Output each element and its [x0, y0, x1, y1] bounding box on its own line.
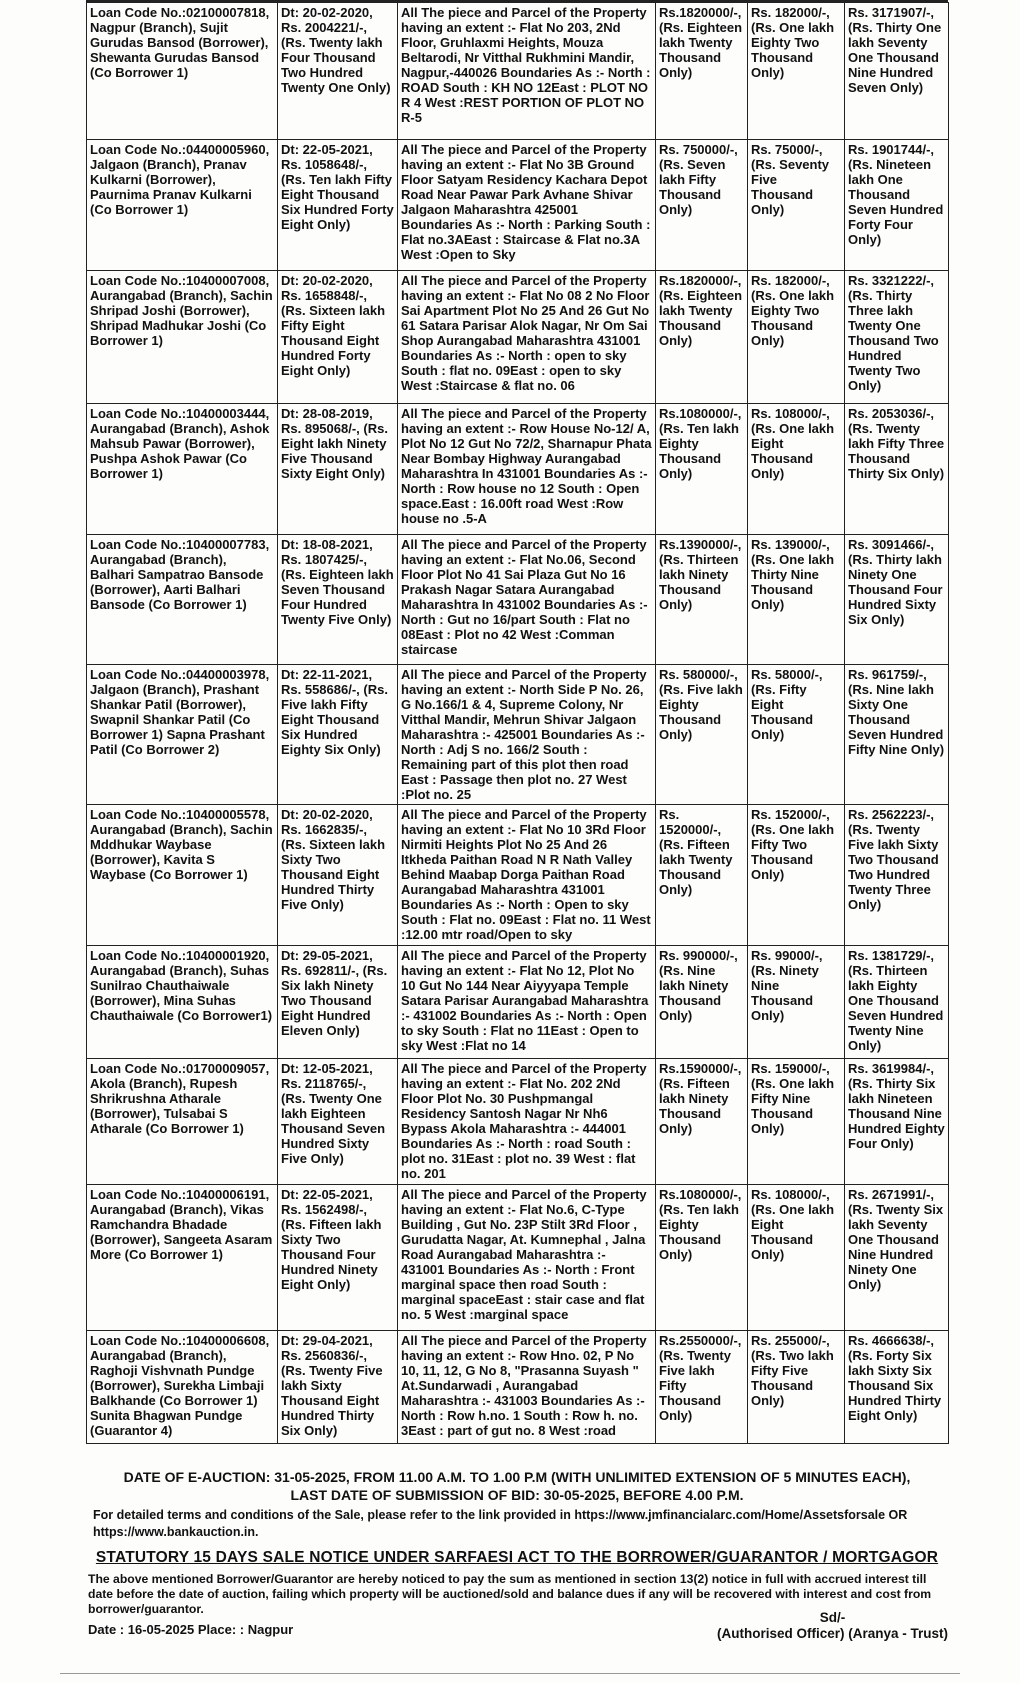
table-row — [87, 535, 949, 665]
outstanding-cell: Rs. 2053036/-, (Rs. Twenty lakh Fifty Three Thousand Thirty Six Only) — [845, 404, 949, 535]
borrower-cell: Loan Code No.:02100007818, Nagpur (Branch), Sujit Gurudas Bansod (Borrower), Shewanta Gurudas Bansod (Co Borrower 1) — [87, 3, 278, 140]
table-row — [87, 1059, 949, 1185]
emd-cell: Rs. 139000/-, (Rs. One lakh Thirty Nine Thousand Only) — [748, 535, 845, 665]
property-cell: All The piece and Parcel of the Property having an extent :- Flat No 3B Ground Floor Satyam Residency Kachara Depot Road Near Pawar Park Avhane Shivar Jalgaon Maharashtra 425001 Boundaries As :- North : Parking South : Flat no.3AEast : Staircase & Flat no.3A West :Open to Sky — [398, 140, 656, 271]
reserve-price-cell: Rs. 750000/-, (Rs. Seven lakh Fifty Thousand Only) — [656, 140, 748, 271]
demand-notice-cell: Dt: 20-02-2020, Rs. 1658848/-, (Rs. Sixteen lakh Fifty Eight Thousand Eight Hundred Forty Eight Only) — [278, 271, 398, 404]
borrower-cell: Loan Code No.:10400007783, Aurangabad (Branch), Balhari Sampatrao Bansode (Borrower), Aarti Balhari Bansode (Co Borrower 1) — [87, 535, 278, 665]
reserve-price-cell: Rs.1080000/-, (Rs. Ten lakh Eighty Thousand Only) — [656, 404, 748, 535]
emd-cell: Rs. 108000/-, (Rs. One lakh Eight Thousand Only) — [748, 1185, 845, 1331]
auction-dates — [86, 1468, 948, 1504]
emd-cell: Rs. 255000/-, (Rs. Two lakh Fifty Five Thousand Only) — [748, 1331, 845, 1444]
bottom-rule — [60, 1673, 960, 1674]
emd-cell: Rs. 159000/-, (Rs. One lakh Fifty Nine Thousand Only) — [748, 1059, 845, 1185]
emd-cell: Rs. 75000/-, (Rs. Seventy Five Thousand Only) — [748, 140, 845, 271]
reserve-price-cell: Rs.1080000/-, (Rs. Ten lakh Eighty Thousand Only) — [656, 1185, 748, 1331]
table-row — [87, 1331, 949, 1444]
outstanding-cell: Rs. 4666638/-, (Rs. Forty Six lakh Sixty Six Thousand Six Hundred Thirty Eight Only) — [845, 1331, 949, 1444]
property-cell: All The piece and Parcel of the Property having an extent :- Flat No 10 3Rd Floor Nirmiti Heights Plot No 25 And 26 Itkheda Paithan Road N R Nath Valley Behind Maabap Dorga Paithan Road Aurangabad Maharashtra 431001 Boundaries As :- North : Open to sky South : Flat no. 09East : Flat no. 11 West :12.00 mtr road/Open to sky — [398, 805, 656, 946]
demand-notice-cell: Dt: 12-05-2021, Rs. 2118765/-, (Rs. Twenty One lakh Eighteen Thousand Seven Hundred Sixty Five Only) — [278, 1059, 398, 1185]
demand-notice-cell: Dt: 22-05-2021, Rs. 1562498/-, (Rs. Fifteen lakh Sixty Two Thousand Four Hundred Ninety Eight Only) — [278, 1185, 398, 1331]
auction-table — [86, 2, 949, 1444]
outstanding-cell: Rs. 961759/-, (Rs. Nine lakh Sixty One Thousand Seven Hundred Fifty Nine Only) — [845, 665, 949, 805]
table-row — [87, 271, 949, 404]
borrower-cell: Loan Code No.:10400003444, Aurangabad (Branch), Ashok Mahsub Pawar (Borrower), Pushpa Ashok Pawar (Co Borrower 1) — [87, 404, 278, 535]
emd-cell: Rs. 152000/-, (Rs. One lakh Fifty Two Thousand Only) — [748, 805, 845, 946]
reserve-price-cell: Rs.1590000/-, (Rs. Fifteen lakh Ninety Thousand Only) — [656, 1059, 748, 1185]
table-row — [87, 665, 949, 805]
table-row — [87, 946, 949, 1059]
outstanding-cell: Rs. 1901744/-, (Rs. Nineteen lakh One Thousand Seven Hundred Forty Four Only) — [845, 140, 949, 271]
reserve-price-cell: Rs.1390000/-, (Rs. Thirteen lakh Ninety Thousand Only) — [656, 535, 748, 665]
signature-block — [717, 1610, 948, 1642]
emd-cell: Rs. 58000/-, (Rs. Fifty Eight Thousand Only) — [748, 665, 845, 805]
borrower-cell: Loan Code No.:10400001920, Aurangabad (Branch), Suhas Sunilrao Chauthaiwale (Borrower), Mina Suhas Chauthaiwale (Co Borrower1) — [87, 946, 278, 1059]
bid-deadline-line: LAST DATE OF SUBMISSION OF BID: 30-05-2025, BEFORE 4.00 P.M. — [290, 1487, 744, 1503]
table-row — [87, 3, 949, 140]
borrower-cell: Loan Code No.:10400006608, Aurangabad (Branch), Raghoji Vishvnath Pundge (Borrower), Surekha Limbaji Balkhande (Co Borrower 1) Sunita Bhagwan Pundge (Guarantor 4) — [87, 1331, 278, 1444]
demand-notice-cell: Dt: 18-08-2021, Rs. 1807425/-, (Rs. Eighteen lakh Seven Thousand Four Hundred Twenty Five Only) — [278, 535, 398, 665]
borrower-cell: Loan Code No.:10400005578, Aurangabad (Branch), Sachin Mddhukar Waybase (Borrower), Kavita S Waybase (Co Borrower 1) — [87, 805, 278, 946]
demand-notice-cell: Dt: 22-11-2021, Rs. 558686/-, (Rs. Five lakh Fifty Eight Thousand Six Hundred Eighty Six Only) — [278, 665, 398, 805]
table-row — [87, 140, 949, 271]
property-cell: All The piece and Parcel of the Property having an extent :- Row Hno. 02, P No 10, 11, 12, G No 8, "Prasanna Suyash " At.Sundarwadi , Aurangabad Maharashtra :- 431003 Boundaries As :- North : Row h.no. 1 South : Row h. no. 3East : part of gut no. 8 West :road — [398, 1331, 656, 1444]
borrower-cell: Loan Code No.:04400003978, Jalgaon (Branch), Prashant Shankar Patil (Borrower), Swapnil Shankar Patil (Co Borrower 1) Sapna Prashant Patil (Co Borrower 2) — [87, 665, 278, 805]
property-cell: All The piece and Parcel of the Property having an extent :- Row House No-12/ A, Plot No 12 Gut No 72/2, Sharnapur Phata Near Bombay Highway Aurangabad Maharashtra In 431001 Boundaries As :- North : Row house no 12 South : Open space.East : 16.00ft road West :Row house no .5-A — [398, 404, 656, 535]
emd-cell: Rs. 182000/-, (Rs. One lakh Eighty Two Thousand Only) — [748, 271, 845, 404]
property-cell: All The piece and Parcel of the Property having an extent :- North Side P No. 26, G No.166/1 & 4, Supreme Colony, Nr Vitthal Mandir, Mehrun Shivar Jalgaon Maharashtra :- 425001 Boundaries As :- North : Adj S no. 166/2 South : Remaining part of this plot then road East : Passage then plot no. 27 West :Plot no. 25 — [398, 665, 656, 805]
property-cell: All The piece and Parcel of the Property having an extent :- Flat No 203, 2Nd Floor, Gruhlaxmi Heights, Mouza Beltarodi, Nr Vitthal Rukhmini Mandir, Nagpur,-440026 Boundaries As :- North : ROAD South : KH NO 12East : PLOT NO R 4 West :REST PORTION OF PLOT NO R-5 — [398, 3, 656, 140]
property-cell: All The piece and Parcel of the Property having an extent :- Flat No. 202 2Nd Floor Plot No. 30 Pushpmangal Residency Santosh Nagar Nr Nh6 Bypass Akola Maharashtra :- 444001 Boundaries As :- North : road South : plot no. 31East : plot no. 39 West : flat no. 201 — [398, 1059, 656, 1185]
emd-cell: Rs. 108000/-, (Rs. One lakh Eight Thousand Only) — [748, 404, 845, 535]
property-cell: All The piece and Parcel of the Property having an extent :- Flat No 08 2 No Floor Sai Apartment Plot No 25 And 26 Gut No 61 Satara Parisar Alok Nagar, Nr Om Sai Shop Aurangabad Maharashtra 431001 Boundaries As :- North : open to sky South : flat no. 09East : open to sky West :Staircase & flat no. 06 — [398, 271, 656, 404]
auction-table-body — [87, 3, 949, 1444]
reserve-price-cell: Rs. 990000/-, (Rs. Nine lakh Ninety Thousand Only) — [656, 946, 748, 1059]
date-place: Date : 16-05-2025 Place: : Nagpur — [88, 1622, 294, 1637]
reserve-price-cell: Rs. 580000/-, (Rs. Five lakh Eighty Thousand Only) — [656, 665, 748, 805]
emd-cell: Rs. 99000/-, (Rs. Ninety Nine Thousand Only) — [748, 946, 845, 1059]
outstanding-cell: Rs. 2562223/-, (Rs. Twenty Five lakh Sixty Two Thousand Two Hundred Twenty Three Only) — [845, 805, 949, 946]
statutory-heading: STATUTORY 15 DAYS SALE NOTICE UNDER SARFAESI ACT TO THE BORROWER/GUARANTOR / MORTGAGOR — [95, 1549, 939, 1566]
demand-notice-cell: Dt: 20-02-2020, Rs. 1662835/-, (Rs. Sixteen lakh Sixty Two Thousand Eight Hundred Thirty Five Only) — [278, 805, 398, 946]
statutory-body: The above mentioned Borrower/Guarantor are hereby noticed to pay the sum as mentioned in section 13(2) notice in full with accrued interest till date before the date of auction, failing which property will be auctioned/sold and balance dues if any will be recovered with interest and cost from borrower/guarantor. — [88, 1572, 932, 1616]
reserve-price-cell: Rs.2550000/-, (Rs. Twenty Five lakh Fifty Thousand Only) — [656, 1331, 748, 1444]
property-cell: All The piece and Parcel of the Property having an extent :- Flat No 12, Plot No 10 Gut No 144 Near Aiyyyapa Temple Satara Parisar Aurangabad Maharashtra :- 431002 Boundaries As :- North : Open to sky South : Flat no 11East : Open to sky West :Flat no 14 — [398, 946, 656, 1059]
outstanding-cell: Rs. 3321222/-, (Rs. Thirty Three lakh Twenty One Thousand Two Hundred Twenty Two Only) — [845, 271, 949, 404]
demand-notice-cell: Dt: 29-05-2021, Rs. 692811/-, (Rs. Six lakh Ninety Two Thousand Eight Hundred Eleven Only) — [278, 946, 398, 1059]
outstanding-cell: Rs. 3619984/-, (Rs. Thirty Six lakh Nineteen Thousand Nine Hundred Eighty Four Only) — [845, 1059, 949, 1185]
table-row — [87, 805, 949, 946]
reserve-price-cell: Rs.1820000/-, (Rs. Eighteen lakh Twenty Thousand Only) — [656, 271, 748, 404]
demand-notice-cell: Dt: 20-02-2020, Rs. 2004221/-, (Rs. Twenty lakh Four Thousand Two Hundred Twenty One Only) — [278, 3, 398, 140]
auction-date-line: DATE OF E-AUCTION: 31-05-2025, FROM 11.00 A.M. TO 1.00 P.M (WITH UNLIMITED EXTENSION OF 5 MINUTES EACH), — [123, 1469, 911, 1485]
property-cell: All The piece and Parcel of the Property having an extent :- Flat No.06, Second Floor Plot No 41 Sai Plaza Gut No 16 Prakash Nagar Satara Aurangabad Maharashtra In 431002 Boundaries As :- North : Gut no 16/part South : Flat no 08East : Plot no 42 West :Comman staircase — [398, 535, 656, 665]
authorised-officer: (Authorised Officer) (Aranya - Trust) — [716, 1626, 948, 1641]
reserve-price-cell: Rs. 1520000/-, (Rs. Fifteen lakh Twenty Thousand Only) — [656, 805, 748, 946]
borrower-cell: Loan Code No.:10400006191, Aurangabad (Branch), Vikas Ramchandra Bhadade (Borrower), Sangeeta Asaram More (Co Borrower 1) — [87, 1185, 278, 1331]
property-cell: All The piece and Parcel of the Property having an extent :- Flat No.6, C-Type Building , Gut No. 23P Stilt 3Rd Floor , Gurudatta Nagar, At. Kumnephal , Jalna Road Aurangabad Maharashtra :- 431001 Boundaries As :- North : Front marginal space then road South : marginal spaceEast : stair case and flat no. 5 West :marginal space — [398, 1185, 656, 1331]
outstanding-cell: Rs. 3171907/-, (Rs. Thirty One lakh Seventy One Thousand Nine Hundred Seven Only) — [845, 3, 949, 140]
table-row — [87, 404, 949, 535]
borrower-cell: Loan Code No.:04400005960, Jalgaon (Branch), Pranav Kulkarni (Borrower), Paurnima Pranav Kulkarni (Co Borrower 1) — [87, 140, 278, 271]
demand-notice-cell: Dt: 22-05-2021, Rs. 1058648/-, (Rs. Ten lakh Fifty Eight Thousand Six Hundred Forty Eight Only) — [278, 140, 398, 271]
signature-sd: Sd/- — [819, 1610, 846, 1625]
outstanding-cell: Rs. 3091466/-, (Rs. Thirty lakh Ninety One Thousand Four Hundred Sixty Six Only) — [845, 535, 949, 665]
demand-notice-cell: Dt: 29-04-2021, Rs. 2560836/-, (Rs. Twenty Five lakh Sixty Thousand Eight Hundred Thirty Six Only) — [278, 1331, 398, 1444]
demand-notice-cell: Dt: 28-08-2019, Rs. 895068/-, (Rs. Eight lakh Ninety Five Thousand Sixty Eight Only) — [278, 404, 398, 535]
reserve-price-cell: Rs.1820000/-, (Rs. Eighteen lakh Twenty Thousand Only) — [656, 3, 748, 140]
outstanding-cell: Rs. 2671991/-, (Rs. Twenty Six lakh Seventy One Thousand Nine Hundred Ninety One Only) — [845, 1185, 949, 1331]
emd-cell: Rs. 182000/-, (Rs. One lakh Eighty Two Thousand Only) — [748, 3, 845, 140]
borrower-cell: Loan Code No.:10400007008, Aurangabad (Branch), Sachin Shripad Joshi (Borrower), Shripad Madhukar Joshi (Co Borrower 1) — [87, 271, 278, 404]
terms-text: For detailed terms and conditions of the Sale, please refer to the link provided in https://www.jmfinancialarc.com/Home/Assetsforsale OR https://www.bankauction.in. — [93, 1508, 908, 1539]
table-row — [87, 1185, 949, 1331]
borrower-cell: Loan Code No.:01700009057, Akola (Branch), Rupesh Shrikrushna Atharale (Borrower), Tulsabai S Atharale (Co Borrower 1) — [87, 1059, 278, 1185]
outstanding-cell: Rs. 1381729/-, (Rs. Thirteen lakh Eighty One Thousand Seven Hundred Twenty Nine Only) — [845, 946, 949, 1059]
